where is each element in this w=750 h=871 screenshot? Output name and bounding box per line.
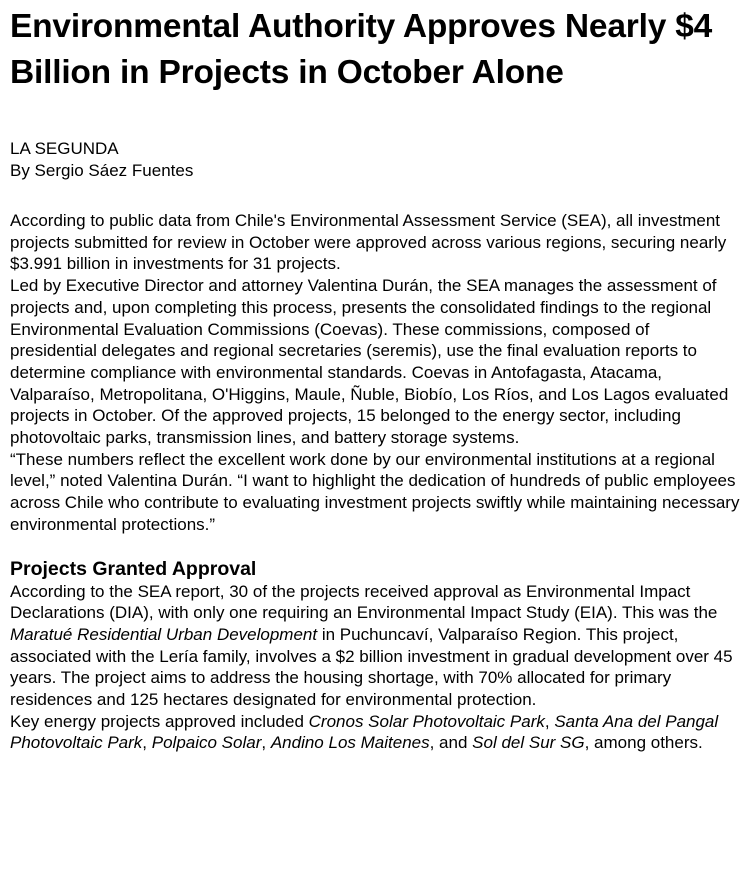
- project-name: Polpaico Solar: [151, 733, 262, 753]
- text-run: ,: [261, 733, 271, 753]
- project-name: Sol del Sur SG: [472, 733, 585, 753]
- article-meta: [10, 138, 740, 182]
- project-name: Andino Los Maitenes: [270, 733, 430, 753]
- project-name: Cronos Solar Photovoltaic Park: [308, 711, 545, 731]
- paragraph: Led by Executive Director and attorney Valentina Durán, the SEA manages the assessment of projects and, upon completing this process, presents the consolidated findings to the regional Environmental Evaluation Commissions (Coevas). These commissions, composed of presidential delegates and regional secretaries (seremis), use the final evaluation reports to determine compliance with environmental standards. Coevas in Antofagasta, Atacama, Valparaíso, Metropolitana, O'Higgins, Maule, Ñuble, Biobío, Los Ríos, and Los Lagos evaluated projects in October. Of the approved projects, 15 belonged to the energy sector, including photovoltaic parks, transmission lines, and battery storage systems.: [10, 276, 729, 448]
- paragraph: [10, 711, 740, 754]
- project-name: Santa Ana del Pangal Photovoltaic Park: [10, 711, 719, 753]
- article-body: [10, 210, 740, 536]
- section-heading: Projects Granted Approval: [10, 557, 257, 580]
- text-run: in Puchuncaví, Valparaíso Region. This project, associated with the Lería family, involves a $2 billion investment in gradual development over 45 years. The project aims to address the housing shortage, with 70% allocated for primary residences and 125 hectares designated for environmental protection.: [10, 624, 733, 710]
- section-body: [10, 581, 740, 755]
- article-source: LA SEGUNDA: [10, 139, 119, 158]
- text-run: Key energy projects approved included: [10, 711, 309, 731]
- paragraph: [10, 581, 740, 711]
- text-run: , among others.: [584, 733, 703, 753]
- paragraph: According to public data from Chile's Environmental Assessment Service (SEA), all investment projects submitted for review in October were approved across various regions, securing nearly $3.991 billion in investments for 31 projects.: [10, 211, 727, 274]
- text-run: , and: [429, 733, 473, 753]
- article-headline: Environmental Authority Approves Nearly $4 Billion in Projects in October Alone: [10, 8, 713, 91]
- paragraph: “These numbers reflect the excellent work done by our environmental institutions at a regional level,” noted Valentina Durán. “I want to highlight the dedication of hundreds of public employees across Chile who contribute to evaluating investment projects swiftly while maintaining necessary environmental protections.”: [10, 449, 740, 534]
- text-run: According to the SEA report, 30 of the projects received approval as Environmental Impact Declarations (DIA), with only one requiring an Environmental Impact Study (EIA). This was the: [10, 581, 718, 623]
- text-run: ,: [142, 733, 152, 753]
- article-byline: By Sergio Sáez Fuentes: [10, 161, 194, 180]
- project-name: Maratué Residential Urban Development: [10, 624, 318, 644]
- text-run: ,: [544, 711, 555, 731]
